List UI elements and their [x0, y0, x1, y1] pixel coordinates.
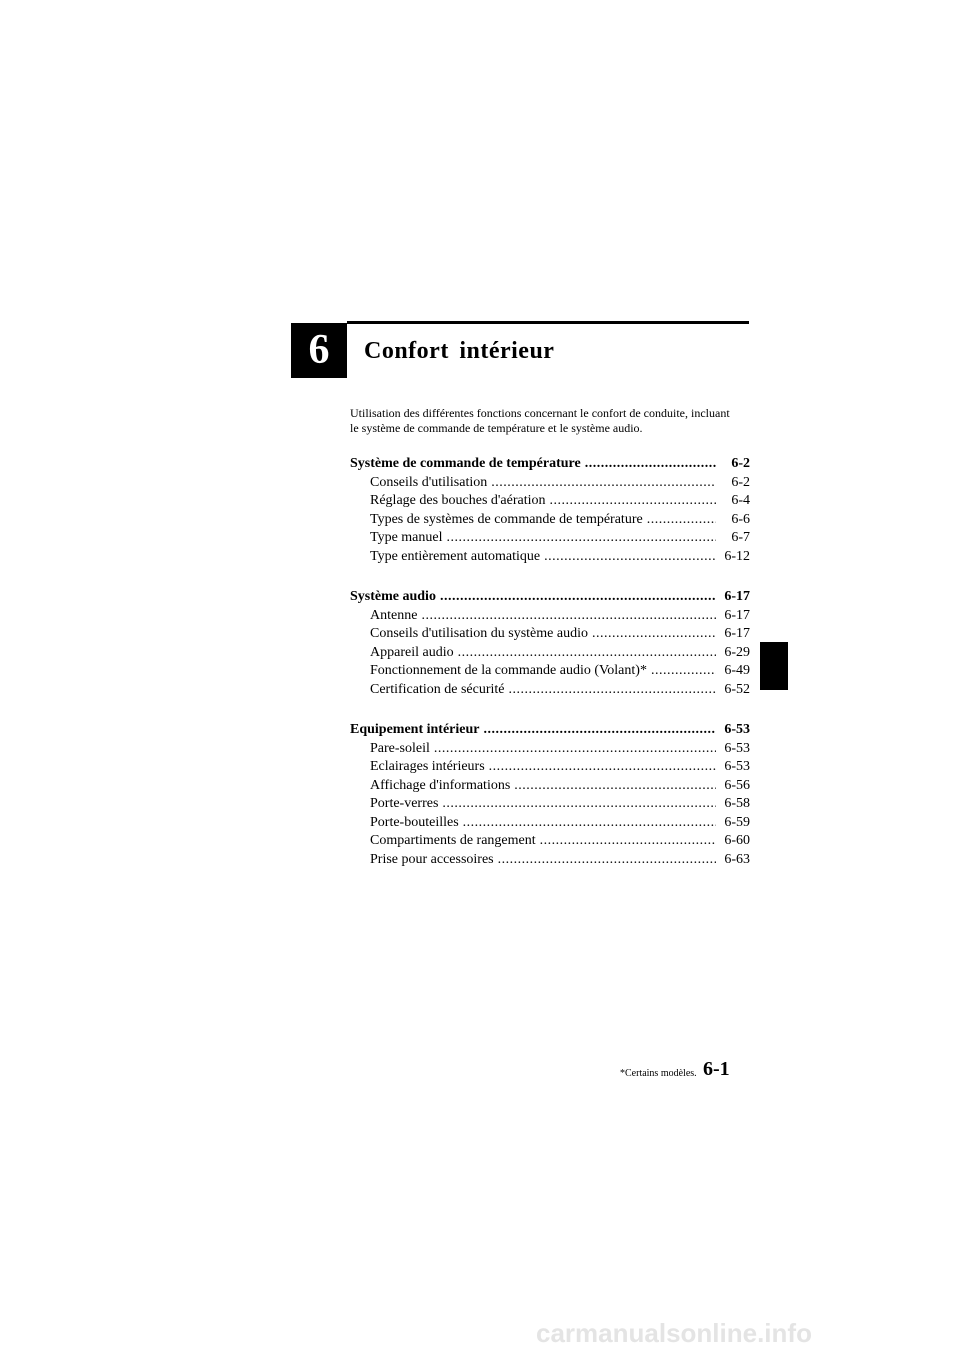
toc-entry-page: 6-17 [724, 589, 750, 604]
toc-entry-page: 6-4 [731, 493, 750, 508]
toc-entry[interactable] [350, 644, 750, 663]
toc-entry-page: 6-53 [724, 722, 750, 737]
toc-entry-page: 6-2 [731, 474, 750, 490]
toc-entry[interactable] [350, 492, 750, 511]
toc-leader-dots [498, 851, 716, 870]
toc-leader-dots [514, 777, 716, 796]
toc-leader-dots [434, 740, 716, 759]
toc-leader-dots [651, 662, 716, 681]
toc-leader-dots [540, 832, 716, 851]
intro-line: Utilisation des différentes fonctions concernant le confort de conduite, incluant [350, 406, 730, 420]
toc-entry-label: Appareil audio [370, 644, 454, 660]
toc-entry-page: 6-53 [724, 759, 750, 774]
toc-entry-page: 6-52 [724, 681, 750, 697]
toc-leader-dots [463, 814, 716, 833]
toc-entry[interactable] [350, 814, 750, 833]
toc-entry-label: Types de systèmes de commande de température [370, 511, 643, 527]
toc-entry-page: 6-12 [724, 548, 750, 564]
toc-section-audio [350, 588, 750, 699]
intro-line: le système de commande de température et le système audio. [350, 421, 643, 435]
toc-leader-dots [447, 529, 717, 548]
toc-leader-dots [484, 721, 717, 740]
toc-leader-dots [592, 625, 716, 644]
toc-entry[interactable] [350, 607, 750, 626]
toc-entry-page: 6-29 [724, 644, 750, 660]
toc-leader-dots [647, 511, 716, 530]
toc-entry-label: Porte-bouteilles [370, 814, 459, 830]
chapter-number-box: 6 [291, 323, 347, 378]
toc-leader-dots [440, 588, 716, 607]
toc-leader-dots [489, 758, 716, 777]
page-number: 6-1 [703, 1058, 730, 1080]
toc-entry-page: 6-49 [724, 663, 750, 678]
site-watermark: carmanualsonline.info [536, 1318, 812, 1348]
toc-entry-label: Pare-soleil [370, 740, 430, 756]
toc-entry[interactable] [350, 740, 750, 759]
toc-entry[interactable] [350, 681, 750, 700]
toc-leader-dots [458, 644, 716, 663]
toc-entry-page: 6-17 [724, 626, 750, 641]
toc-section-interior [350, 721, 750, 869]
toc-section-climate [350, 455, 750, 566]
toc-entry-page: 6-63 [724, 851, 750, 867]
toc-entry[interactable] [350, 625, 750, 644]
toc-entry-label: Conseils d'utilisation du système audio [370, 626, 588, 641]
toc-entry-label: Eclairages intérieurs [370, 759, 485, 774]
footer-note: *Certains modèles. [620, 1068, 697, 1079]
toc-entry[interactable] [350, 758, 750, 777]
toc-entry[interactable] [350, 474, 750, 493]
toc-entry[interactable] [350, 588, 750, 607]
table-of-contents [350, 455, 750, 891]
chapter-intro [350, 406, 750, 436]
toc-leader-dots [544, 548, 716, 567]
toc-entry-label: Certification de sécurité [370, 681, 505, 697]
toc-entry[interactable] [350, 548, 750, 567]
chapter-header-rule [347, 321, 749, 324]
toc-entry-page: 6-56 [724, 777, 750, 793]
toc-entry-page: 6-6 [731, 511, 750, 527]
toc-entry-label: Type manuel [370, 530, 443, 545]
toc-leader-dots [550, 492, 716, 511]
toc-entry-page: 6-59 [724, 814, 750, 830]
toc-entry[interactable] [350, 721, 750, 740]
toc-entry-page: 6-2 [731, 456, 750, 471]
toc-entry[interactable] [350, 795, 750, 814]
toc-leader-dots [491, 474, 716, 493]
toc-entry-label: Système de commande de température [350, 456, 581, 471]
toc-entry-page: 6-60 [724, 833, 750, 848]
toc-entry-label: Affichage d'informations [370, 777, 511, 793]
toc-entry-label: Antenne [370, 607, 418, 623]
toc-entry[interactable] [350, 832, 750, 851]
toc-entry[interactable] [350, 777, 750, 796]
toc-entry-label: Fonctionnement de la commande audio (Volant)* [370, 663, 647, 678]
toc-entry-label: Compartiments de rangement [370, 833, 536, 848]
toc-leader-dots [585, 455, 716, 474]
toc-entry-label: Type entièrement automatique [370, 548, 541, 564]
toc-entry[interactable] [350, 455, 750, 474]
toc-entry-label: Système audio [350, 589, 436, 604]
toc-entry[interactable] [350, 851, 750, 870]
toc-entry-label: Prise pour accessoires [370, 851, 494, 867]
toc-leader-dots [509, 681, 717, 700]
toc-entry-page: 6-7 [731, 530, 750, 545]
toc-entry-page: 6-58 [724, 796, 750, 811]
toc-entry-page: 6-53 [724, 740, 750, 756]
toc-entry-label: Porte-verres [370, 796, 439, 811]
toc-entry-label: Conseils d'utilisation [370, 474, 488, 490]
toc-entry-page: 6-17 [724, 607, 750, 623]
toc-leader-dots [442, 795, 716, 814]
chapter-title: Confort intérieur [364, 338, 555, 364]
chapter-thumb-tab [760, 642, 788, 690]
toc-leader-dots [421, 607, 716, 626]
toc-entry[interactable] [350, 529, 750, 548]
toc-entry-label: Equipement intérieur [350, 722, 480, 737]
toc-entry[interactable] [350, 662, 750, 681]
toc-entry[interactable] [350, 511, 750, 530]
toc-entry-label: Réglage des bouches d'aération [370, 493, 546, 508]
